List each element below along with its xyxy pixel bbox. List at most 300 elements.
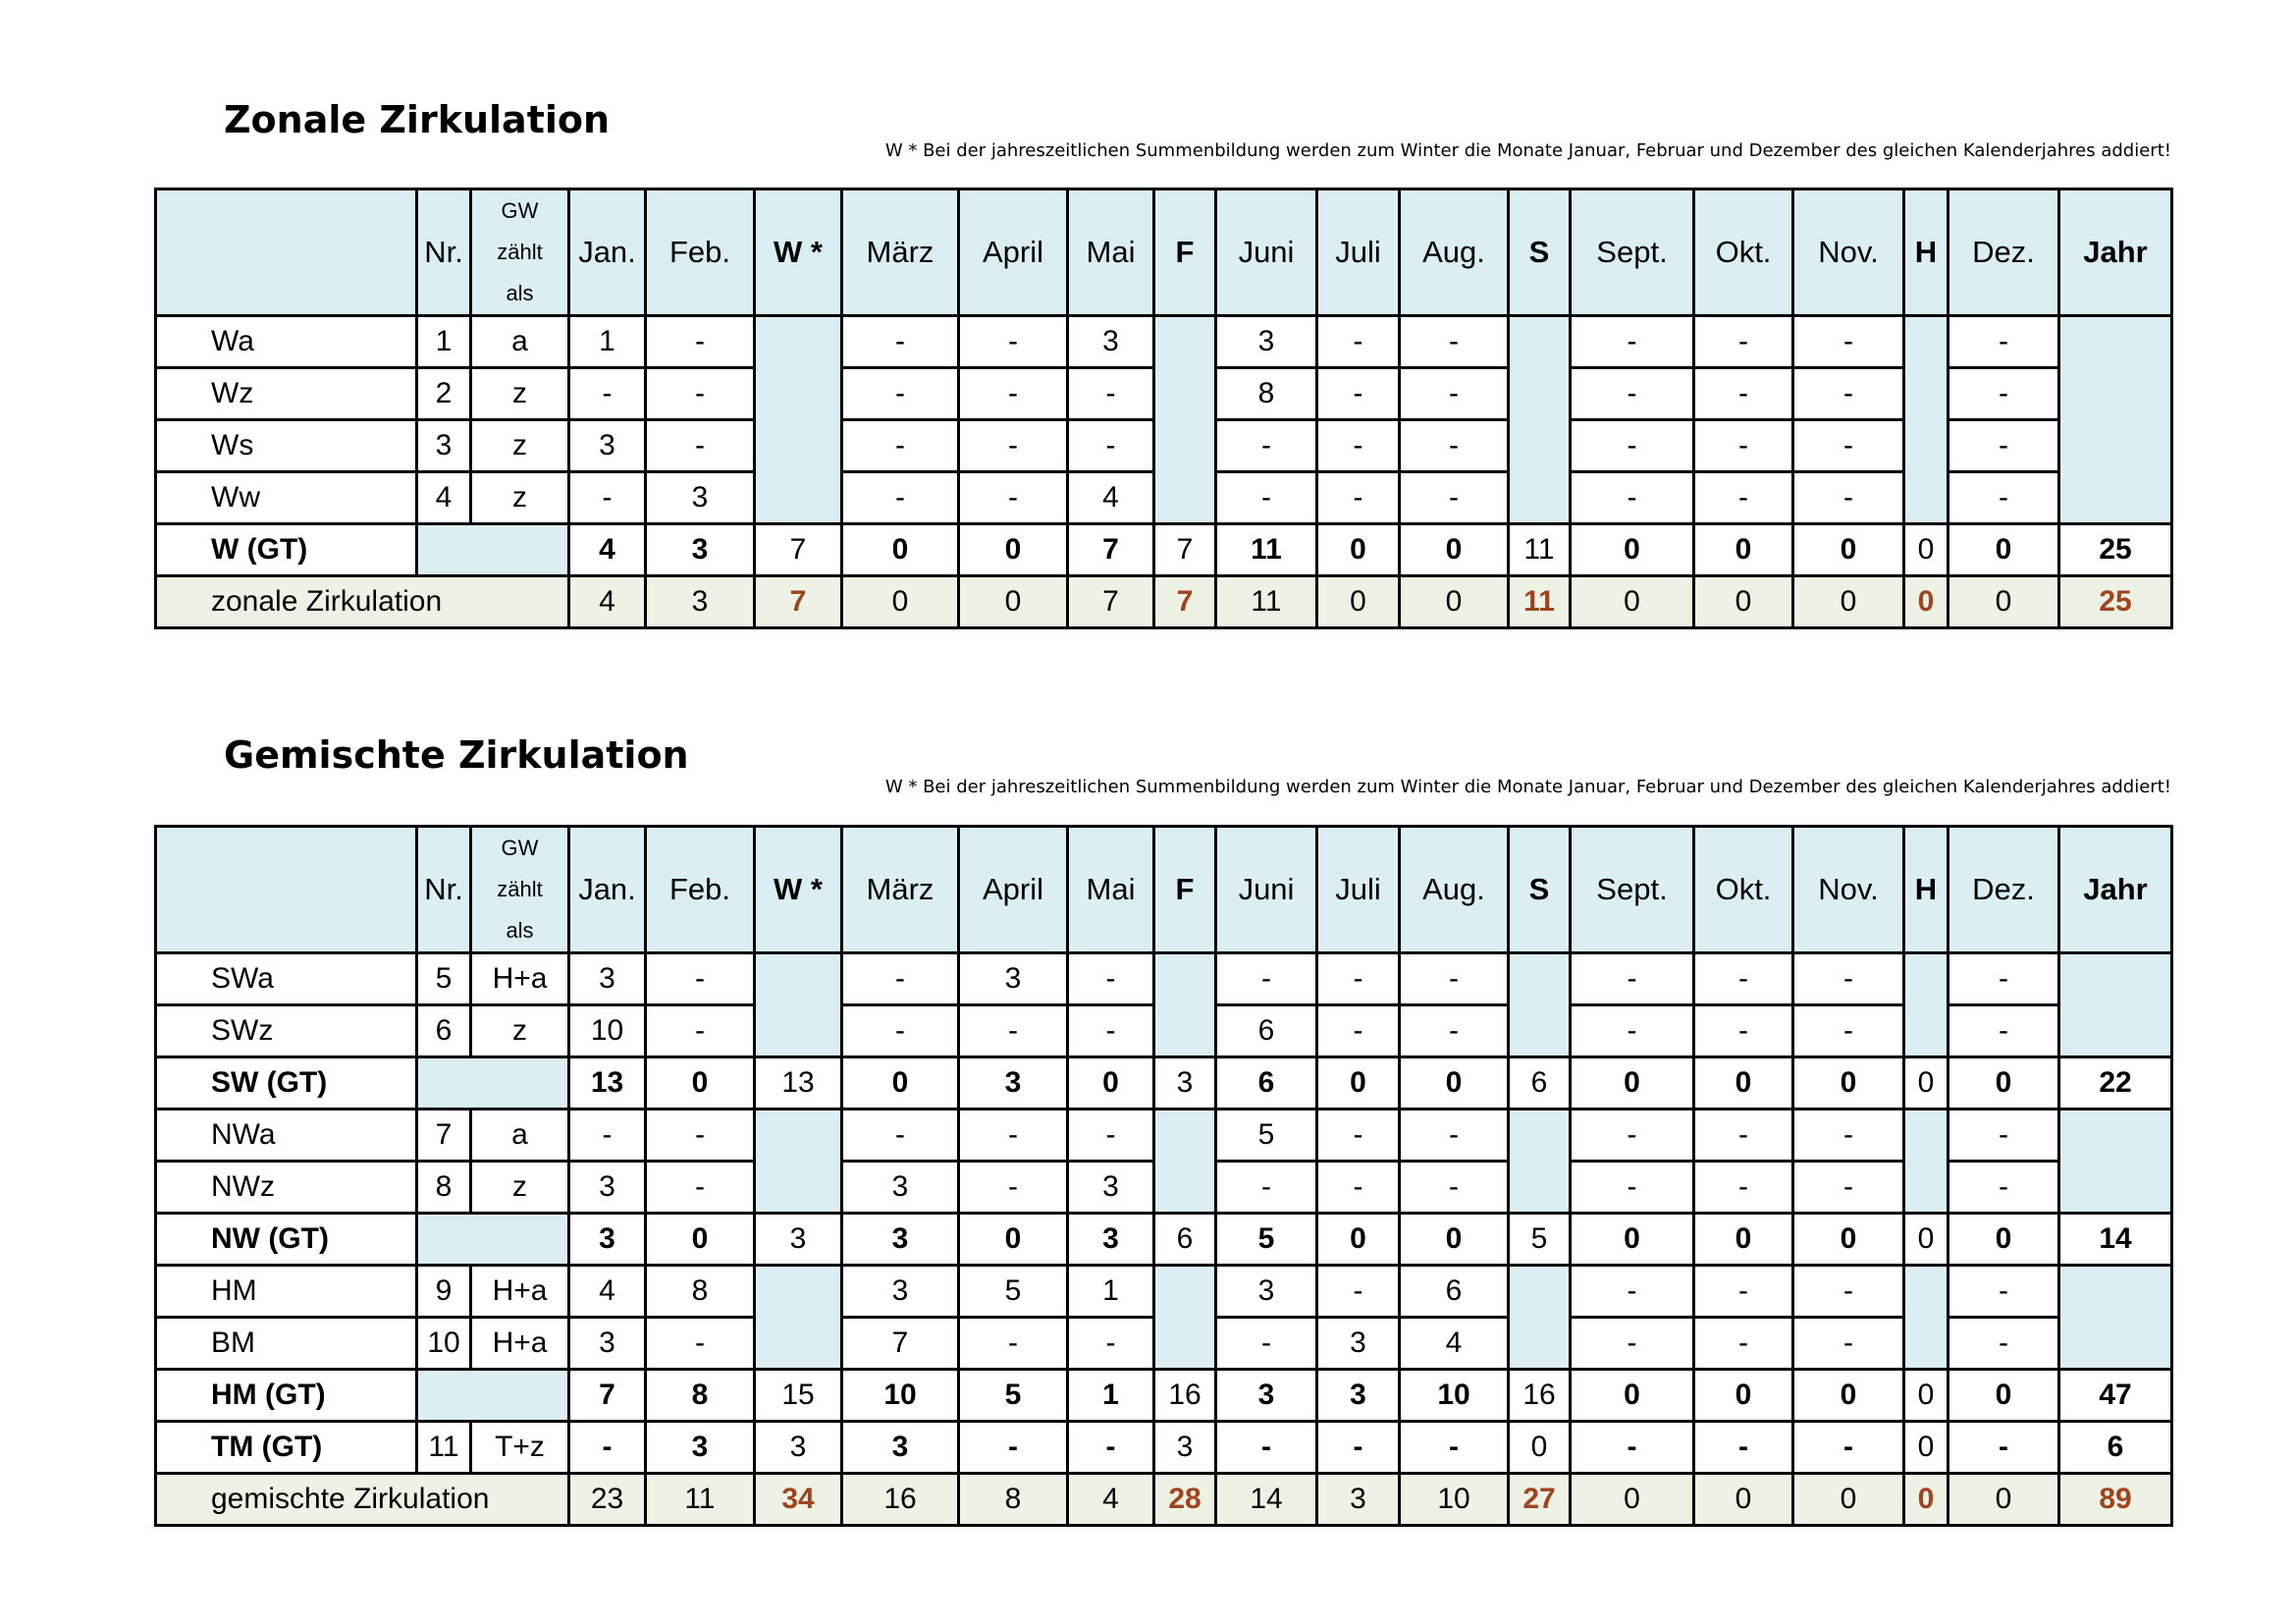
row-gw: H+a	[471, 1318, 569, 1370]
gt-blank	[417, 1057, 569, 1110]
value-cell: 3	[842, 1214, 959, 1266]
value-cell: 7	[842, 1318, 959, 1370]
row-gw: a	[471, 316, 569, 368]
row-nr: 10	[417, 1318, 471, 1370]
header-month: F	[1154, 827, 1216, 953]
value-cell: 3	[1216, 1266, 1317, 1318]
row-gw: z	[471, 1005, 569, 1057]
value-cell: -	[569, 1110, 646, 1162]
value-cell: 0	[1571, 1057, 1694, 1110]
value-cell: 6	[1154, 1214, 1216, 1266]
header-gw-line: als	[506, 281, 534, 305]
value-cell: 10	[1400, 1474, 1509, 1526]
row-label: NWz	[156, 1162, 417, 1214]
value-cell: 0	[1793, 1057, 1904, 1110]
value-cell: 25	[2059, 576, 2172, 628]
value-cell: 0	[1571, 1214, 1694, 1266]
value-cell: -	[1793, 1266, 1904, 1318]
value-cell: 7	[1154, 524, 1216, 576]
value-cell: 0	[646, 1214, 755, 1266]
value-cell: 0	[1694, 1057, 1793, 1110]
value-cell: 5	[959, 1370, 1068, 1422]
header-month: Aug.	[1400, 189, 1509, 316]
season-blank	[1154, 316, 1216, 524]
value-cell: -	[1949, 1005, 2059, 1057]
value-cell: 3	[569, 420, 646, 472]
value-cell: 0	[1904, 1057, 1949, 1110]
value-cell: 0	[1317, 1057, 1400, 1110]
value-cell: -	[1793, 1422, 1904, 1474]
value-cell: -	[1216, 420, 1317, 472]
value-cell: -	[1793, 953, 1904, 1005]
header-month: Feb.	[646, 189, 755, 316]
header-month: H	[1904, 827, 1949, 953]
header-month: Nov.	[1793, 827, 1904, 953]
value-cell: 89	[2059, 1474, 2172, 1526]
value-cell: 14	[1216, 1474, 1317, 1526]
value-cell: -	[1571, 368, 1694, 420]
value-cell: 6	[1216, 1057, 1317, 1110]
value-cell: 10	[569, 1005, 646, 1057]
value-cell: 0	[1793, 1214, 1904, 1266]
value-cell: 3	[1317, 1318, 1400, 1370]
value-cell: -	[1694, 1266, 1793, 1318]
season-blank	[1509, 316, 1571, 524]
row-nr: 5	[417, 953, 471, 1005]
season-blank	[1154, 953, 1216, 1057]
value-cell: 0	[1571, 524, 1694, 576]
season-blank	[1904, 1110, 1949, 1214]
value-cell: -	[1949, 316, 2059, 368]
value-cell: 0	[842, 524, 959, 576]
row-label: SWa	[156, 953, 417, 1005]
value-cell: 3	[646, 576, 755, 628]
row-nr: 11	[417, 1422, 471, 1474]
value-cell: 0	[842, 1057, 959, 1110]
header-gw	[471, 189, 569, 316]
value-cell: 0	[1400, 524, 1509, 576]
group-total-row	[156, 524, 2172, 576]
value-cell: -	[1400, 953, 1509, 1005]
value-cell: 0	[1949, 1474, 2059, 1526]
value-cell: 7	[755, 524, 842, 576]
row-label: Ws	[156, 420, 417, 472]
value-cell: -	[1068, 1005, 1154, 1057]
header-gw-line: zählt	[497, 240, 543, 264]
value-cell: 8	[646, 1266, 755, 1318]
group-total-row	[156, 1214, 2172, 1266]
header-row	[156, 189, 2172, 316]
value-cell: 0	[1571, 1370, 1694, 1422]
value-cell: 0	[1694, 1214, 1793, 1266]
value-cell: -	[1317, 1422, 1400, 1474]
value-cell: 11	[1216, 576, 1317, 628]
value-cell: -	[1949, 1422, 2059, 1474]
value-cell: 16	[842, 1474, 959, 1526]
value-cell: -	[646, 1110, 755, 1162]
value-cell: 0	[959, 576, 1068, 628]
value-cell: 4	[569, 524, 646, 576]
season-blank	[755, 316, 842, 524]
season-blank	[755, 1110, 842, 1214]
value-cell: 0	[1068, 1057, 1154, 1110]
value-cell: 0	[1793, 1370, 1904, 1422]
value-cell: 11	[1216, 524, 1317, 576]
header-month: Feb.	[646, 827, 755, 953]
weather-type-row	[156, 1110, 2172, 1162]
value-cell: -	[1216, 953, 1317, 1005]
value-cell: 3	[646, 472, 755, 524]
value-cell: 1	[569, 316, 646, 368]
value-cell: -	[959, 1110, 1068, 1162]
value-cell: -	[1216, 1422, 1317, 1474]
header-month: Aug.	[1400, 827, 1509, 953]
value-cell: -	[1949, 1162, 2059, 1214]
header-gw	[471, 827, 569, 953]
value-cell: -	[1068, 368, 1154, 420]
value-cell: -	[842, 1005, 959, 1057]
value-cell: -	[646, 1162, 755, 1214]
value-cell: -	[1400, 472, 1509, 524]
value-cell: 10	[842, 1370, 959, 1422]
value-cell: 3	[755, 1214, 842, 1266]
value-cell: 4	[1068, 1474, 1154, 1526]
value-cell: -	[842, 1110, 959, 1162]
value-cell: -	[1949, 420, 2059, 472]
value-cell: -	[1694, 953, 1793, 1005]
value-cell: -	[1400, 1162, 1509, 1214]
row-label: TM (GT)	[156, 1422, 417, 1474]
season-blank	[1509, 1110, 1571, 1214]
value-cell: -	[569, 368, 646, 420]
value-cell: -	[646, 420, 755, 472]
header-month: Sept.	[1571, 827, 1694, 953]
value-cell: 22	[2059, 1057, 2172, 1110]
row-gw: z	[471, 368, 569, 420]
row-label: HM (GT)	[156, 1370, 417, 1422]
value-cell: 6	[2059, 1422, 2172, 1474]
row-nr: 4	[417, 472, 471, 524]
value-cell: 0	[1904, 1214, 1949, 1266]
value-cell: 0	[1949, 1370, 2059, 1422]
value-cell: -	[1793, 1110, 1904, 1162]
value-cell: -	[1793, 1162, 1904, 1214]
value-cell: 0	[959, 524, 1068, 576]
header-nr: Nr.	[417, 827, 471, 953]
value-cell: 0	[1793, 576, 1904, 628]
value-cell: 0	[1904, 576, 1949, 628]
value-cell: 6	[1509, 1057, 1571, 1110]
circulation-total-row	[156, 576, 2172, 628]
value-cell: -	[1068, 953, 1154, 1005]
value-cell: 8	[959, 1474, 1068, 1526]
value-cell: 1	[1068, 1370, 1154, 1422]
value-cell: 11	[646, 1474, 755, 1526]
value-cell: 0	[1949, 524, 2059, 576]
row-nr: 1	[417, 316, 471, 368]
value-cell: 28	[1154, 1474, 1216, 1526]
row-label: SWz	[156, 1005, 417, 1057]
value-cell: -	[959, 420, 1068, 472]
row-gw: z	[471, 420, 569, 472]
value-cell: 4	[1068, 472, 1154, 524]
value-cell: 7	[1068, 576, 1154, 628]
value-cell: -	[1949, 368, 2059, 420]
value-cell: -	[1694, 472, 1793, 524]
value-cell: -	[646, 316, 755, 368]
value-cell: -	[1317, 368, 1400, 420]
row-label: zonale Zirkulation	[156, 576, 569, 628]
value-cell: 0	[842, 576, 959, 628]
value-cell: 0	[1317, 524, 1400, 576]
value-cell: -	[1216, 472, 1317, 524]
value-cell: -	[1694, 316, 1793, 368]
group-total-row	[156, 1057, 2172, 1110]
value-cell: 3	[1216, 316, 1317, 368]
value-cell: -	[1571, 1005, 1694, 1057]
value-cell: 27	[1509, 1474, 1571, 1526]
header-month: Jan.	[569, 827, 646, 953]
gt-blank	[417, 524, 569, 576]
group-total-row	[156, 1370, 2172, 1422]
value-cell: -	[1949, 1110, 2059, 1162]
header-month: Mai	[1068, 189, 1154, 316]
value-cell: -	[1694, 1422, 1793, 1474]
value-cell: -	[1571, 1422, 1694, 1474]
value-cell: -	[1793, 1318, 1904, 1370]
row-gw: z	[471, 472, 569, 524]
value-cell: 8	[1216, 368, 1317, 420]
value-cell: -	[1694, 420, 1793, 472]
season-blank	[2059, 1266, 2172, 1370]
header-month: W *	[755, 827, 842, 953]
value-cell: 4	[569, 1266, 646, 1318]
section-note: W * Bei der jahreszeitlichen Summenbildung werden zum Winter die Monate Januar, Februar und Dezember des gleichen Kalenderjahres addiert!	[884, 140, 2171, 161]
value-cell: -	[1068, 1422, 1154, 1474]
row-nr: 6	[417, 1005, 471, 1057]
header-month: April	[959, 827, 1068, 953]
header-month: S	[1509, 827, 1571, 953]
value-cell: -	[1793, 368, 1904, 420]
season-blank	[2059, 1110, 2172, 1214]
value-cell: -	[1949, 953, 2059, 1005]
value-cell: -	[842, 368, 959, 420]
value-cell: -	[959, 1318, 1068, 1370]
value-cell: -	[842, 420, 959, 472]
season-blank	[1154, 1110, 1216, 1214]
value-cell: -	[1694, 1318, 1793, 1370]
gt-blank	[417, 1214, 569, 1266]
value-cell: -	[1949, 1318, 2059, 1370]
value-cell: 0	[1694, 1370, 1793, 1422]
value-cell: 7	[755, 576, 842, 628]
value-cell: -	[1317, 1005, 1400, 1057]
row-nr: 2	[417, 368, 471, 420]
value-cell: -	[1400, 316, 1509, 368]
value-cell: -	[959, 316, 1068, 368]
value-cell: 4	[1400, 1318, 1509, 1370]
header-nr: Nr.	[417, 189, 471, 316]
row-nr: 3	[417, 420, 471, 472]
header-gw-line: GW	[501, 198, 539, 223]
value-cell: -	[1400, 1422, 1509, 1474]
value-cell: 1	[1068, 1266, 1154, 1318]
value-cell: 5	[1509, 1214, 1571, 1266]
value-cell: -	[1317, 472, 1400, 524]
header-month: Juli	[1317, 189, 1400, 316]
value-cell: -	[646, 1005, 755, 1057]
value-cell: 5	[959, 1266, 1068, 1318]
value-cell: 3	[646, 524, 755, 576]
value-cell: -	[1317, 316, 1400, 368]
value-cell: -	[959, 1422, 1068, 1474]
value-cell: 3	[842, 1422, 959, 1474]
value-cell: 3	[959, 953, 1068, 1005]
value-cell: 0	[1694, 524, 1793, 576]
value-cell: 25	[2059, 524, 2172, 576]
header-month: W *	[755, 189, 842, 316]
value-cell: -	[1571, 1266, 1694, 1318]
weather-type-row	[156, 953, 2172, 1005]
value-cell: 0	[1317, 1214, 1400, 1266]
value-cell: -	[1793, 316, 1904, 368]
value-cell: 5	[1216, 1214, 1317, 1266]
header-month: Jan.	[569, 189, 646, 316]
value-cell: 47	[2059, 1370, 2172, 1422]
header-gw-line: als	[506, 918, 534, 943]
row-label: Wa	[156, 316, 417, 368]
value-cell: 14	[2059, 1214, 2172, 1266]
value-cell: 0	[1694, 576, 1793, 628]
value-cell: 0	[1904, 1370, 1949, 1422]
value-cell: 0	[1904, 1474, 1949, 1526]
season-blank	[1904, 1266, 1949, 1370]
value-cell: -	[1694, 1162, 1793, 1214]
value-cell: 0	[1400, 576, 1509, 628]
group-total-row	[156, 1422, 2172, 1474]
value-cell: -	[1694, 1110, 1793, 1162]
value-cell: -	[1216, 1162, 1317, 1214]
value-cell: 0	[1317, 576, 1400, 628]
row-label: NW (GT)	[156, 1214, 417, 1266]
header-month: Mai	[1068, 827, 1154, 953]
value-cell: 7	[1068, 524, 1154, 576]
value-cell: 3	[1068, 1162, 1154, 1214]
value-cell: -	[1068, 1110, 1154, 1162]
value-cell: -	[842, 316, 959, 368]
value-cell: 0	[1400, 1057, 1509, 1110]
value-cell: -	[569, 472, 646, 524]
value-cell: 3	[1317, 1474, 1400, 1526]
header-month: Nov.	[1793, 189, 1904, 316]
header-month: April	[959, 189, 1068, 316]
row-nr: 7	[417, 1110, 471, 1162]
value-cell: 0	[1571, 576, 1694, 628]
value-cell: -	[959, 1162, 1068, 1214]
value-cell: 3	[569, 953, 646, 1005]
row-nr: 9	[417, 1266, 471, 1318]
value-cell: 3	[1068, 1214, 1154, 1266]
header-month: März	[842, 827, 959, 953]
row-label: gemischte Zirkulation	[156, 1474, 569, 1526]
value-cell: 16	[1509, 1370, 1571, 1422]
value-cell: 23	[569, 1474, 646, 1526]
value-cell: -	[1068, 1318, 1154, 1370]
header-month: Sept.	[1571, 189, 1694, 316]
value-cell: -	[1400, 420, 1509, 472]
header-month: S	[1509, 189, 1571, 316]
row-gw: T+z	[471, 1422, 569, 1474]
circulation-table	[154, 825, 2173, 1527]
value-cell: -	[1949, 472, 2059, 524]
value-cell: -	[1317, 1110, 1400, 1162]
value-cell: 13	[569, 1057, 646, 1110]
row-gw: H+a	[471, 1266, 569, 1318]
header-month: H	[1904, 189, 1949, 316]
header-month: Okt.	[1694, 189, 1793, 316]
header-row	[156, 827, 2172, 953]
value-cell: 8	[646, 1370, 755, 1422]
season-blank	[1509, 953, 1571, 1057]
value-cell: -	[1694, 1005, 1793, 1057]
season-blank	[1509, 1266, 1571, 1370]
value-cell: -	[1216, 1318, 1317, 1370]
value-cell: -	[959, 368, 1068, 420]
row-gw: z	[471, 1162, 569, 1214]
row-label: W (GT)	[156, 524, 417, 576]
value-cell: -	[959, 1005, 1068, 1057]
value-cell: 3	[569, 1214, 646, 1266]
value-cell: 7	[569, 1370, 646, 1422]
circulation-total-row	[156, 1474, 2172, 1526]
season-blank	[755, 1266, 842, 1370]
value-cell: -	[569, 1422, 646, 1474]
value-cell: 0	[1509, 1422, 1571, 1474]
row-label: Ww	[156, 472, 417, 524]
header-month: Jahr	[2059, 189, 2172, 316]
value-cell: 3	[569, 1162, 646, 1214]
value-cell: 0	[1904, 1422, 1949, 1474]
section-title: Zonale Zirkulation	[224, 98, 611, 141]
value-cell: -	[646, 953, 755, 1005]
value-cell: -	[1571, 1318, 1694, 1370]
value-cell: -	[1400, 368, 1509, 420]
header-month: Dez.	[1949, 827, 2059, 953]
value-cell: -	[1793, 420, 1904, 472]
row-label: NWa	[156, 1110, 417, 1162]
value-cell: 0	[1949, 1057, 2059, 1110]
value-cell: 16	[1154, 1370, 1216, 1422]
value-cell: 34	[755, 1474, 842, 1526]
season-blank	[1154, 1266, 1216, 1370]
header-month: Jahr	[2059, 827, 2172, 953]
value-cell: -	[1571, 1162, 1694, 1214]
row-label: SW (GT)	[156, 1057, 417, 1110]
header-gw-line: GW	[501, 836, 539, 860]
value-cell: 0	[1571, 1474, 1694, 1526]
value-cell: -	[1571, 472, 1694, 524]
header-month: Juni	[1216, 827, 1317, 953]
value-cell: 13	[755, 1057, 842, 1110]
value-cell: 4	[569, 576, 646, 628]
value-cell: 11	[1509, 524, 1571, 576]
value-cell: 10	[1400, 1370, 1509, 1422]
value-cell: -	[959, 472, 1068, 524]
section-title: Gemischte Zirkulation	[224, 733, 689, 777]
value-cell: 0	[1793, 524, 1904, 576]
value-cell: -	[1793, 1005, 1904, 1057]
value-cell: -	[1793, 472, 1904, 524]
